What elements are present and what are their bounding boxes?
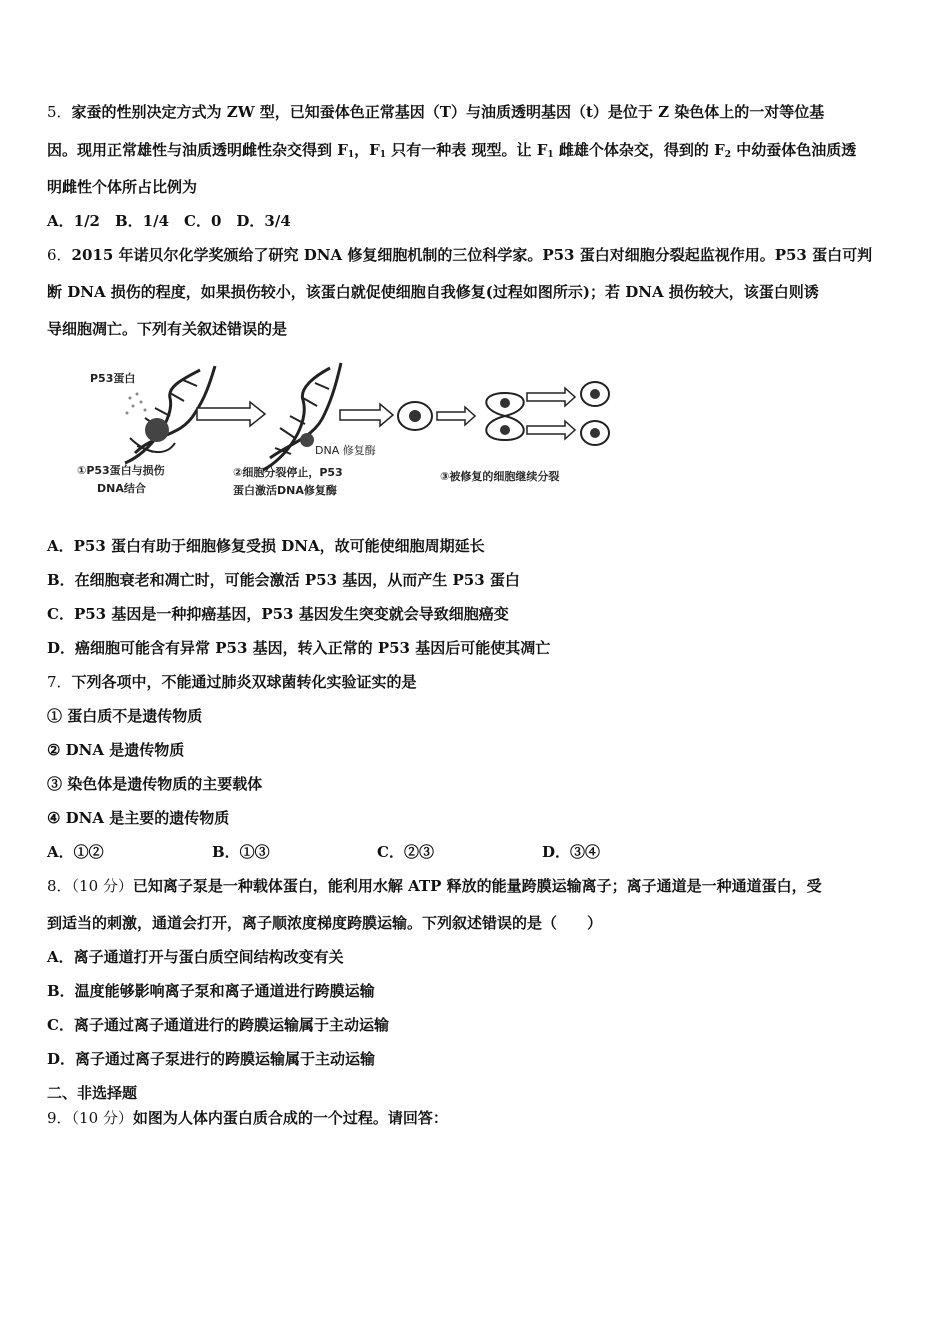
q5-text-2b: ，F xyxy=(354,141,380,159)
arrow-5-icon xyxy=(527,421,575,439)
q5-text-2a: 因。现用正常雄性与油质透明雌性杂交得到 F xyxy=(47,141,348,159)
q6-number: 6． xyxy=(47,246,72,264)
q6-option-b: B．在细胞衰老和凋亡时，可能会激活 P53 基因，从而产生 P53 蛋白 xyxy=(47,571,520,589)
p53-protein-icon xyxy=(145,418,169,442)
q9-stem-text: 如图为人体内蛋白质合成的一个过程。请回答： xyxy=(132,1109,448,1127)
q7-option-b: B．①③ xyxy=(212,843,270,861)
q9-score: （10 分） xyxy=(71,1109,133,1127)
q7-item-1: ① 蛋白质不是遗传物质 xyxy=(47,707,203,725)
section-2-title: 二、非选择题 xyxy=(47,1084,138,1102)
p53-label: P53蛋白 xyxy=(90,372,136,385)
q5-text-2c: 只有一种表 现型。让 F xyxy=(386,141,548,159)
step2-label-2: 蛋白激活DNA修复酶 xyxy=(233,484,337,497)
q5-sub-3: 1 xyxy=(547,150,554,160)
repair-enzyme-label: DNA 修复酶 xyxy=(315,444,376,457)
step2-label-1: ②细胞分裂停止，P53 xyxy=(233,466,343,479)
q7-item-3: ③ 染色体是遗传物质的主要载体 xyxy=(47,775,263,793)
q8-score: （10 分） xyxy=(71,877,133,895)
q6-option-c: C．P53 基因是一种抑癌基因，P53 基因发生突变就会导致细胞癌变 xyxy=(47,605,509,623)
q8-line2: 到适当的刺激，通道会打开，离子顺浓度梯度跨膜运输。下列叙述错误的是（ ） xyxy=(47,914,603,932)
q8-option-b: B．温度能够影响离子泵和离子通道进行跨膜运输 xyxy=(47,982,375,1000)
q8-line1 xyxy=(47,876,906,896)
q6-option-d: D．癌细胞可能含有异常 P53 基因，转入正常的 P53 基因后可能使其凋亡 xyxy=(47,639,551,657)
q8-option-a: A．离子通道打开与蛋白质空间结构改变有关 xyxy=(47,948,344,966)
q7-stem xyxy=(47,672,906,692)
step3-label: ③被修复的细胞继续分裂 xyxy=(440,470,560,483)
step1-label-2: DNA结合 xyxy=(97,482,146,495)
q7-option-c: C．②③ xyxy=(377,843,434,861)
daughter-cell-1-icon xyxy=(581,382,609,406)
q7-item-4: ④ DNA 是主要的遗传物质 xyxy=(47,809,230,827)
arrow-3-icon xyxy=(437,407,475,425)
damage-dots-icon xyxy=(126,393,147,415)
q6-line3: 导细胞凋亡。下列有关叙述错误的是 xyxy=(47,320,288,338)
daughter-cell-2-icon xyxy=(581,421,609,445)
q9-number: 9． xyxy=(47,1109,72,1127)
q7-option-a: A．①② xyxy=(47,843,104,861)
q6-text-1: 2015 年诺贝尔化学奖颁给了研究 DNA 修复细胞机制的三位科学家。P53 蛋白对细胞分裂起监视作用。P53 蛋白可判 xyxy=(71,246,873,264)
repair-enzyme-icon xyxy=(300,433,314,447)
q6-line2: 断 DNA 损伤的程度，如果损伤较小，该蛋白就促使细胞自我修复(过程如图所示)；若 DNA 损伤较大，该蛋白则诱 xyxy=(47,283,819,301)
q8-number: 8． xyxy=(47,877,72,895)
q5-text-2d: 雌雄个体杂交，得到的 F xyxy=(553,141,725,159)
q5-text-1: 家蚕的性别决定方式为 ZW 型，已知蚕体色正常基因（T）与油质透明基因（t）是位于 Z 染色体上的一对等位基 xyxy=(71,103,825,121)
q5-sub-2: 1 xyxy=(379,150,387,160)
q7-item-2: ② DNA 是遗传物质 xyxy=(47,741,185,759)
q9-stem xyxy=(47,1108,906,1128)
arrow-2-icon xyxy=(340,404,393,426)
q8-text-1: 已知离子泵是一种载体蛋白，能利用水解 ATP 释放的能量跨膜运输离子；离子通道是一种通道蛋白，受 xyxy=(132,877,822,895)
arrow-1-icon xyxy=(197,402,265,426)
q5-sub-4: 2 xyxy=(724,150,732,160)
cell-icon xyxy=(398,402,432,430)
q5-text-2e: 中幼蚕体色油质透 xyxy=(731,141,857,159)
q5-line2 xyxy=(47,140,906,160)
q6-option-a: A．P53 蛋白有助于细胞修复受损 DNA，故可能使细胞周期延长 xyxy=(47,537,485,555)
q5-number: 5． xyxy=(47,103,72,121)
q7-number: 7． xyxy=(47,673,72,691)
q7-option-d: D．③④ xyxy=(542,843,601,861)
q5-options: A．1/2 B．1/4 C．0 D．3/4 xyxy=(47,212,291,230)
q8-option-c: C．离子通过离子通道进行的跨膜运输属于主动运输 xyxy=(47,1016,389,1034)
q6-line1 xyxy=(47,245,906,265)
q7-stem-text: 下列各项中，不能通过肺炎双球菌转化实验证实的是 xyxy=(71,673,417,691)
p53-process-figure xyxy=(75,358,615,503)
q5-sub-1: 1 xyxy=(347,150,355,160)
q8-option-d: D．离子通过离子泵进行的跨膜运输属于主动运输 xyxy=(47,1050,376,1068)
step1-label-1: ①P53蛋白与损伤 xyxy=(77,464,165,477)
q5-line3: 明雌性个体所占比例为 xyxy=(47,178,198,196)
q5-line1 xyxy=(47,102,906,122)
arrow-4-icon xyxy=(527,388,575,406)
dividing-cell-icon xyxy=(486,393,524,440)
q7-options xyxy=(47,842,907,862)
